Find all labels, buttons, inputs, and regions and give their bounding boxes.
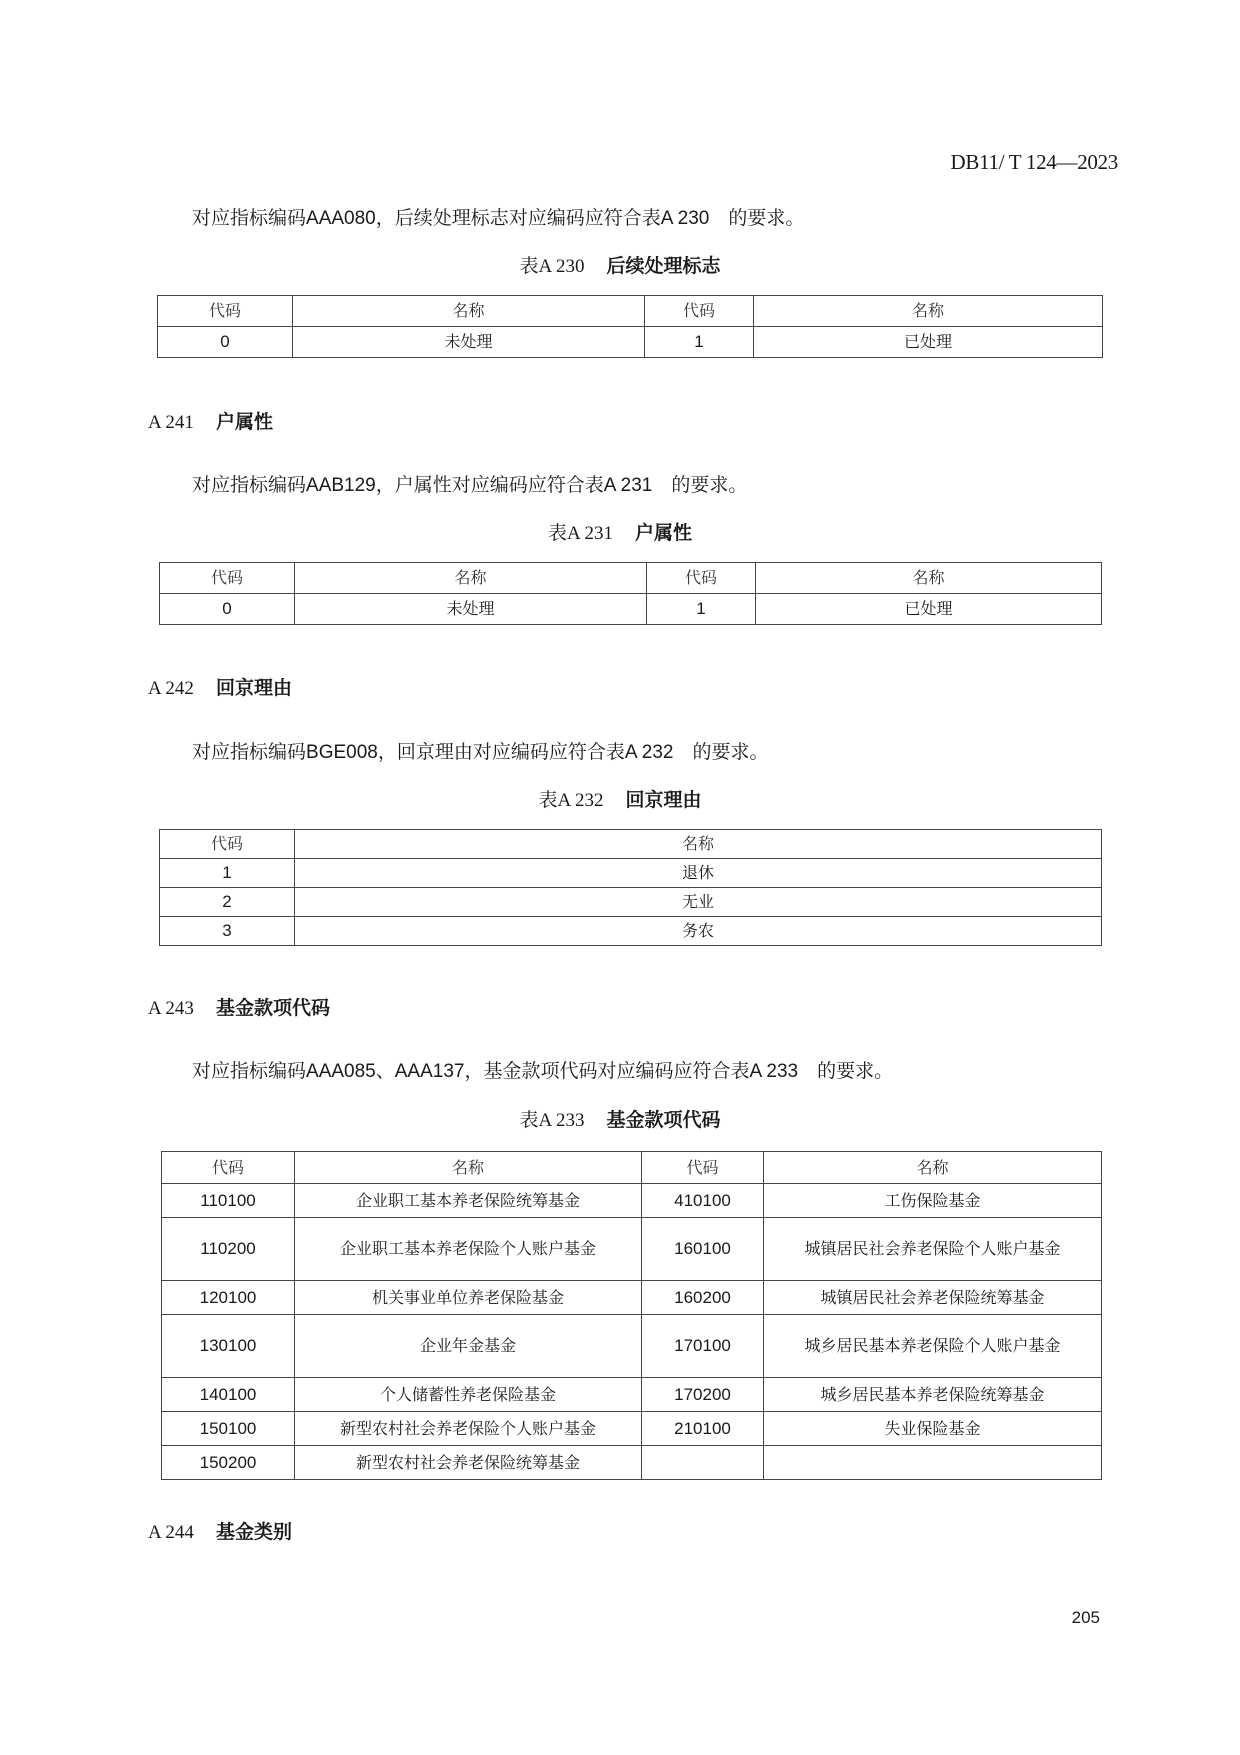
code-cell: 140100 [162,1378,295,1412]
section-heading-a241 [148,407,273,434]
header-cell: 代码 [647,563,756,594]
para-suffix: 的要求。 [652,474,748,496]
para-suffix: 的要求。 [798,1060,894,1082]
para-mid: ，回京理由对应编码应符合表 [377,741,625,763]
name-cell: 已处理 [756,594,1102,625]
name-cell: 企业年金基金 [295,1315,642,1378]
section-number: A 242 [148,678,194,699]
caption-title: 后续处理标志 [606,255,721,277]
indicator-code: AAA085、AAA137 [306,1061,465,1082]
table-row [160,859,1102,888]
section-heading-a242 [148,673,292,700]
name-cell: 失业保险基金 [764,1412,1102,1446]
caption-number: 表A 230 [519,256,585,277]
name-cell: 未处理 [295,594,647,625]
table-row [160,594,1102,625]
indicator-code: BGE008 [306,742,378,763]
code-cell: 1 [647,594,756,625]
indicator-code: AAB129 [306,475,376,496]
code-cell: 410100 [642,1184,764,1218]
name-cell: 城镇居民社会养老保险个人账户基金 [764,1218,1102,1281]
code-cell: 150200 [162,1446,295,1480]
name-cell: 企业职工基本养老保险个人账户基金 [295,1218,642,1281]
paragraph-a241 [192,470,747,497]
table-a233 [161,1151,1102,1480]
table-header-row [162,1152,1102,1184]
header-cell: 代码 [158,296,293,327]
para-prefix: 对应指标编码 [192,474,307,496]
table-row [162,1218,1102,1281]
section-title: 基金类别 [215,1521,292,1543]
code-cell: 170200 [642,1378,764,1412]
caption-number: 表A 232 [538,790,604,811]
name-cell: 城镇居民社会养老保险统筹基金 [764,1281,1102,1315]
paragraph-a242 [192,737,768,764]
header-cell: 名称 [764,1152,1102,1184]
table-ref: A 233 [749,1061,799,1082]
section-number: A 243 [148,998,194,1019]
code-cell: 130100 [162,1315,295,1378]
table-row [162,1412,1102,1446]
header-cell: 名称 [293,296,645,327]
para-prefix: 对应指标编码 [192,1060,307,1082]
name-cell: 务农 [295,917,1102,946]
name-cell: 个人储蓄性养老保险基金 [295,1378,642,1412]
header-cell: 代码 [642,1152,764,1184]
header-cell: 名称 [295,563,647,594]
table-row [162,1315,1102,1378]
name-cell: 无业 [295,888,1102,917]
para-suffix: 的要求。 [709,207,805,229]
para-mid: ，基金款项代码对应编码应符合表 [464,1060,750,1082]
table-caption-a231 [0,518,1240,545]
name-cell: 新型农村社会养老保险统筹基金 [295,1446,642,1480]
table-row [162,1378,1102,1412]
table-row [162,1281,1102,1315]
table-header-row [160,563,1102,594]
name-cell: 新型农村社会养老保险个人账户基金 [295,1412,642,1446]
name-cell: 退休 [295,859,1102,888]
table-row [160,917,1102,946]
table-row [158,327,1103,358]
table-row [162,1184,1102,1218]
table-ref: A 231 [603,475,653,496]
code-cell: 1 [645,327,754,358]
table-header-row [158,296,1103,327]
code-cell: 110200 [162,1218,295,1281]
paragraph-a243 [192,1056,893,1083]
table-caption-a230 [0,251,1240,278]
name-cell: 未处理 [293,327,645,358]
para-mid: ，户属性对应编码应符合表 [375,474,604,496]
name-cell: 机关事业单位养老保险基金 [295,1281,642,1315]
table-a231 [159,562,1102,625]
standard-code: DB11/ T 124—2023 [950,150,1118,174]
table-caption-a232 [0,785,1240,812]
caption-title: 回京理由 [625,789,702,811]
caption-number: 表A 233 [519,1110,585,1131]
code-cell: 0 [160,594,295,625]
paragraph-a240 [192,203,804,230]
header-cell: 名称 [754,296,1103,327]
name-cell: 已处理 [754,327,1103,358]
code-cell: 120100 [162,1281,295,1315]
code-cell: 170100 [642,1315,764,1378]
caption-number: 表A 231 [548,523,613,544]
para-mid: ，后续处理标志对应编码应符合表 [375,207,661,229]
name-cell: 工伤保险基金 [764,1184,1102,1218]
code-cell: 150100 [162,1412,295,1446]
para-prefix: 对应指标编码 [192,741,307,763]
name-cell: 城乡居民基本养老保险个人账户基金 [764,1315,1102,1378]
table-ref: A 230 [660,208,710,229]
header-cell: 名称 [295,830,1102,859]
caption-title: 户属性 [634,522,692,544]
indicator-code: AAA080 [306,208,376,229]
code-cell: 160200 [642,1281,764,1315]
header-cell: 代码 [645,296,754,327]
table-ref: A 232 [624,742,674,763]
section-number: A 244 [148,1522,194,1543]
code-cell: 160100 [642,1218,764,1281]
code-cell: 1 [160,859,295,888]
code-cell: 2 [160,888,295,917]
header-cell: 代码 [162,1152,295,1184]
section-heading-a244 [148,1517,292,1544]
code-cell: 3 [160,917,295,946]
section-title: 户属性 [215,411,273,433]
para-prefix: 对应指标编码 [192,207,307,229]
header-cell: 名称 [295,1152,642,1184]
table-header-row [160,830,1102,859]
code-cell [642,1446,764,1480]
page-number: 205 [1071,1608,1100,1627]
header-cell: 代码 [160,830,295,859]
section-title: 回京理由 [215,677,292,699]
name-cell [764,1446,1102,1480]
para-suffix: 的要求。 [673,741,769,763]
table-a232 [159,829,1102,946]
section-heading-a243 [148,993,330,1020]
code-cell: 0 [158,327,293,358]
code-cell: 110100 [162,1184,295,1218]
section-title: 基金款项代码 [215,997,330,1019]
name-cell: 企业职工基本养老保险统筹基金 [295,1184,642,1218]
table-a230 [157,295,1103,358]
code-cell: 210100 [642,1412,764,1446]
table-caption-a233 [0,1105,1240,1132]
section-number: A 241 [148,412,194,433]
header-cell: 代码 [160,563,295,594]
caption-title: 基金款项代码 [606,1109,721,1131]
table-row [160,888,1102,917]
name-cell: 城乡居民基本养老保险统筹基金 [764,1378,1102,1412]
header-cell: 名称 [756,563,1102,594]
table-row [162,1446,1102,1480]
